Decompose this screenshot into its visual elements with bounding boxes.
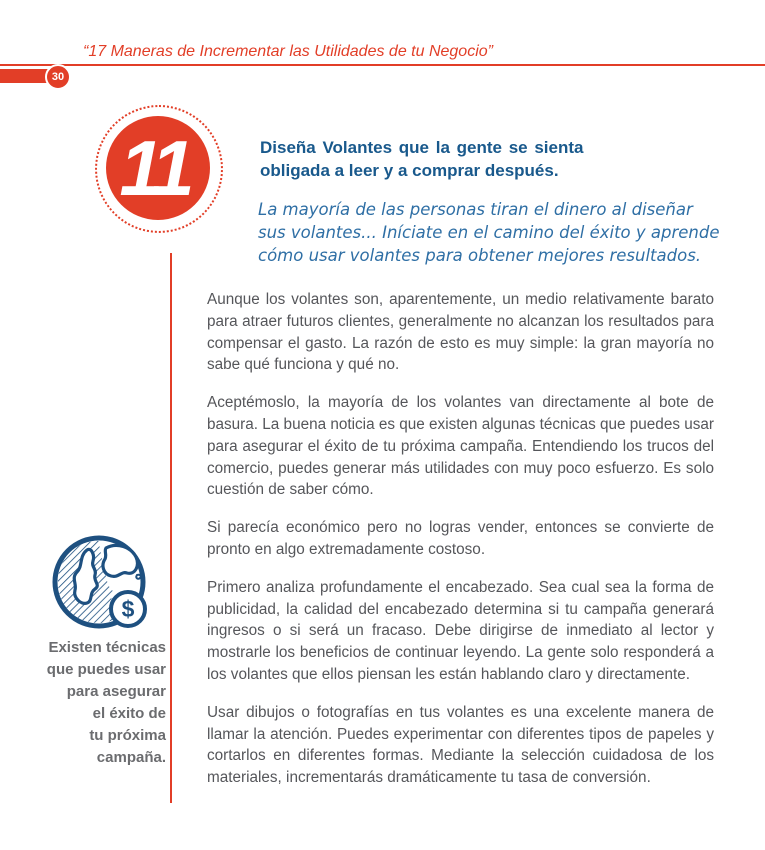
book-title: “17 Maneras de Incrementar las Utilidades de tu Negocio” bbox=[83, 43, 493, 60]
vertical-divider bbox=[170, 253, 172, 803]
tip-intro-line2: sus volantes... Iníciate en el camino del éxito y aprende bbox=[258, 223, 720, 242]
callout-line: Existen técnicas bbox=[48, 639, 166, 656]
body-column bbox=[207, 289, 714, 805]
tip-heading-line1: Diseña Volantes que la gente se sienta bbox=[260, 138, 584, 157]
page-number-badge: 30 bbox=[45, 64, 71, 90]
tip-intro-line3: cómo usar volantes para obtener mejores resultados. bbox=[258, 246, 702, 265]
tip-heading-line2: obligada a leer y a comprar después. bbox=[260, 161, 559, 180]
callout-line: para asegurar bbox=[66, 683, 166, 700]
callout-line: tu próxima bbox=[89, 727, 166, 744]
body-paragraph: Aunque los volantes son, aparentemente, un medio relativamente barato para atraer futuros clientes, generalmente no alcanzan los resultados para compensar el gasto. La razón de esto es muy simple: la gran mayoría no sabe qué funciona y qué no. bbox=[207, 291, 714, 374]
tip-number: 11 bbox=[119, 123, 189, 212]
sidebar-callout bbox=[26, 637, 166, 769]
callout-line: el éxito de bbox=[92, 705, 166, 722]
dollar-sign: $ bbox=[121, 596, 135, 622]
tip-number-circle bbox=[106, 116, 210, 220]
body-paragraph: Usar dibujos o fotografías en tus volantes es una excelente manera de llamar la atención. Puedes experimentar con diferentes tipos de papeles y cortarlos en diferentes formas. Mediante la selección cuidadosa de los materiales, incrementarás dramáticamente tu tasa de conversión. bbox=[207, 703, 714, 787]
callout-line: que puedes usar bbox=[46, 661, 166, 678]
globe-money-icon bbox=[49, 533, 155, 636]
header-rule bbox=[0, 64, 765, 66]
tip-intro-line1: La mayoría de las personas tiran el dinero al diseñar bbox=[258, 200, 693, 219]
body-paragraph: Aceptémoslo, la mayoría de los volantes van directamente al bote de basura. La buena noticia es que existen algunas técnicas que puedes usar para asegurar el éxito de tu próxima campaña. Entendiendo los trucos del comercio, puedes generar más utilidades con muy poco esfuerzo. Es solo cuestión de saber cómo. bbox=[207, 394, 714, 499]
tip-intro bbox=[258, 198, 720, 267]
body-paragraph: Si parecía económico pero no logras vender, entonces se convierte de pronto en algo extremadamente costoso. bbox=[207, 519, 714, 558]
body-paragraph: Primero analiza profundamente el encabezado. Sea cual sea la forma de publicidad, la calidad del encabezado determina si tu campaña generará ingresos o si será un fracaso. Debe dirigirse de inmediato al lector y mostrarle los beneficios de continuar leyendo. La gente solo responderá a los volantes que ellos piensan les están hablando claro y directamente. bbox=[207, 578, 714, 683]
tip-heading bbox=[260, 136, 620, 182]
callout-line: campaña. bbox=[96, 749, 166, 766]
